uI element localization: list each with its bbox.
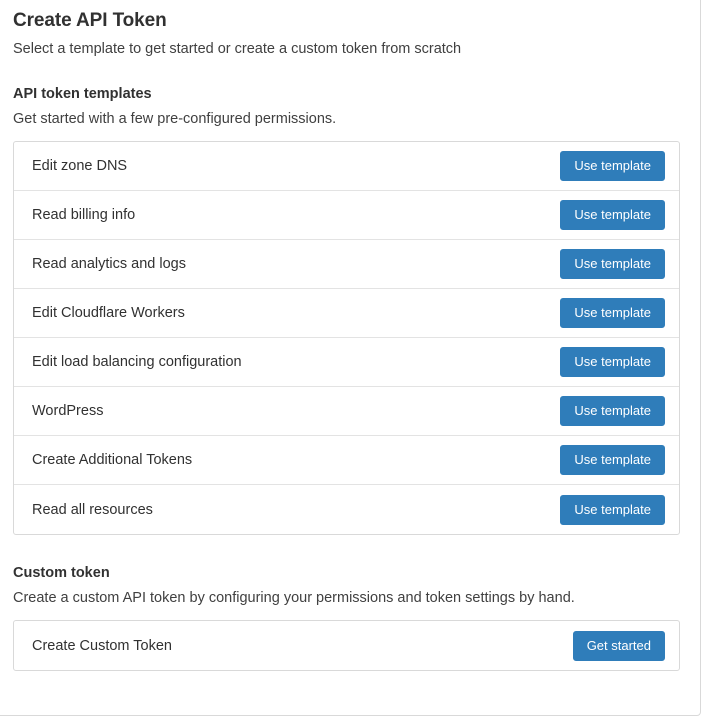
table-row (14, 142, 679, 191)
use-template-button[interactable]: Use template (560, 249, 665, 279)
table-row (14, 621, 679, 670)
table-row (14, 240, 679, 289)
table-row (14, 387, 679, 436)
use-template-button[interactable]: Use template (560, 495, 665, 525)
template-name: Edit load balancing configuration (32, 354, 242, 370)
custom-section-description: Create a custom API token by configuring your permissions and token settings by hand. (13, 590, 575, 606)
use-template-button[interactable]: Use template (560, 151, 665, 181)
template-name: WordPress (32, 403, 104, 419)
use-template-button[interactable]: Use template (560, 200, 665, 230)
template-name: Create Additional Tokens (32, 452, 193, 468)
get-started-button[interactable]: Get started (573, 631, 665, 661)
use-template-button[interactable]: Use template (560, 445, 665, 475)
custom-section-title: Custom token (13, 565, 110, 581)
use-template-button[interactable]: Use template (560, 347, 665, 377)
table-row (14, 191, 679, 240)
template-name: Read billing info (32, 207, 136, 223)
use-template-button[interactable]: Use template (560, 298, 665, 328)
template-name: Read analytics and logs (32, 256, 186, 272)
section-spacer (13, 535, 680, 565)
custom-token-list (13, 620, 680, 671)
template-list (13, 141, 680, 535)
table-row (14, 289, 679, 338)
page-subtitle: Select a template to get started or create a custom token from scratch (13, 41, 462, 57)
table-row (14, 485, 679, 534)
template-name: Edit Cloudflare Workers (32, 305, 185, 321)
template-name: Read all resources (32, 501, 153, 518)
page-title: Create API Token (13, 10, 167, 31)
templates-section-description: Get started with a few pre-configured permissions. (13, 111, 337, 127)
use-template-button[interactable]: Use template (560, 396, 665, 426)
custom-token-name: Create Custom Token (32, 637, 172, 654)
template-name: Edit zone DNS (32, 158, 128, 174)
table-row (14, 338, 679, 387)
templates-section-title: API token templates (13, 86, 152, 102)
table-row (14, 436, 679, 485)
